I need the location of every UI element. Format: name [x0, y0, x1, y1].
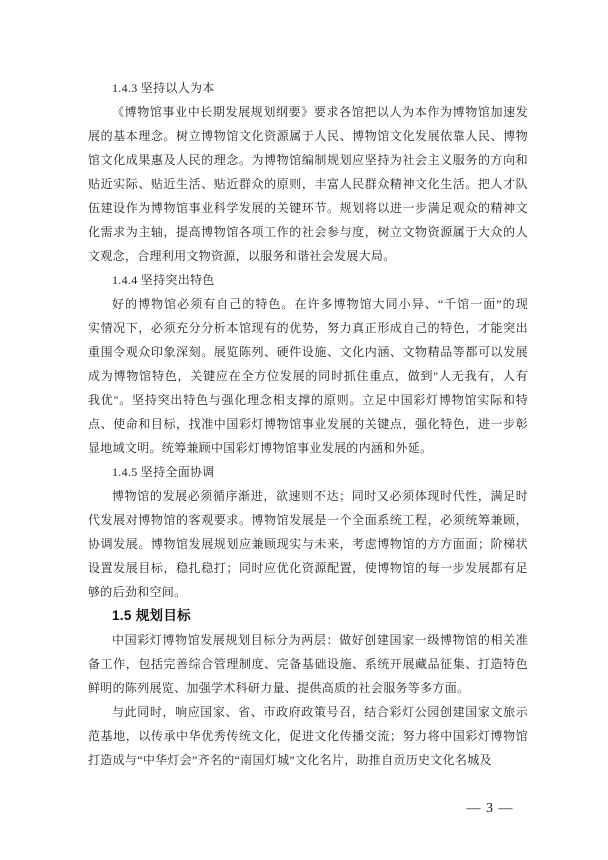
text-line: 够的后劲和空间。: [88, 585, 187, 599]
text-line: 协调发展。博物馆发展规划应兼顾现实与未来，考虑博物馆的方方面面；阶梯状: [88, 537, 528, 551]
sub-section-heading: 1.4.5 坚持全面协调: [112, 465, 215, 479]
text-line: 鲜明的陈列展览、加强学术科研力量、提供高质的社会服务等多方面。: [88, 681, 470, 695]
text-line: 博物馆的发展必须循序渐进，欲速则不达；同时又必须体现时代性，满足时: [112, 489, 528, 503]
text-line: 我优"。坚持突出特色与强化理念相支撑的原则。立足中国彩灯博物馆实际和特: [88, 393, 528, 407]
text-line: 馆文化成果惠及人民的理念。为博物馆编制规划应坚持为社会主义服务的方向和: [88, 153, 528, 167]
text-line: 显地域文明。统筹兼顾中国彩灯博物馆事业发展的内涵和外延。: [88, 441, 433, 455]
document-content: [88, 76, 528, 772]
text-line: 重围令观众印象深刻。展览陈列、硬件设施、文化内涵、文物精品等都可以发展: [88, 345, 528, 359]
text-line: 打造成与“中华灯会”齐名的“南国灯城”文化名片，助推自贡历史文化名城及: [88, 753, 492, 767]
text-line: 范基地，以传承中华优秀传统文化，促进文化传播交流；努力将中国彩灯博物馆: [88, 729, 528, 743]
text-line: 实情况下，必须充分分析本馆现有的优势，努力真正形成自己的特色，才能突出: [88, 321, 528, 335]
text-line: 与此同时，响应国家、省、市政府政策号召，结合彩灯公园创建国家文旅示: [112, 705, 528, 719]
text-line: 展的基本理念。树立博物馆文化资源属于人民、博物馆文化发展依靠人民、博物: [88, 129, 528, 143]
text-line: 备工作，包括完善综合管理制度、完备基础设施、系统开展藏品征集、打造特色: [88, 657, 528, 671]
sub-section-heading: 1.4.3 坚持以人为本: [112, 81, 215, 95]
text-line: 文观念，合理利用文物资源，以服务和谐社会发展大局。: [88, 249, 396, 263]
section-heading: 1.5 规划目标: [112, 608, 191, 623]
text-line: 代发展对博物馆的客观要求。博物馆发展是一个全面系统工程，必须统筹兼顾，: [88, 513, 528, 527]
text-line: 好的博物馆必须有自己的特色。在许多博物馆大同小异、“千馆一面”的现: [112, 297, 528, 311]
text-line: 化需求为主轴，提高博物馆各项工作的社会参与度，树立文物资源属于大众的人: [88, 225, 528, 239]
text-line: 贴近实际、贴近生活、贴近群众的原则，丰富人民群众精神文化生活。把人才队: [88, 177, 528, 191]
page-number: — 3 —: [466, 801, 514, 816]
text-line: 成为博物馆特色，关键应在全方位发展的同时抓住重点，做到"人无我有，人有: [88, 369, 528, 383]
text-line: 伍建设作为博物馆事业科学发展的关键环节。规划将以进一步满足观众的精神文: [88, 201, 528, 215]
text-line: 《博物馆事业中长期发展规划纲要》要求各馆把以人为本作为博物馆加速发: [112, 105, 528, 119]
text-line: 设置发展目标，稳扎稳打；同时应优化资源配置，使博物馆的每一步发展都有足: [88, 561, 528, 575]
sub-section-heading: 1.4.4 坚持突出特色: [112, 273, 215, 287]
text-line: 点、使命和目标，找准中国彩灯博物馆事业发展的关键点，强化特色，进一步彰: [88, 417, 528, 431]
text-line: 中国彩灯博物馆发展规划目标分为两层：做好创建国家一级博物馆的相关准: [112, 633, 528, 647]
